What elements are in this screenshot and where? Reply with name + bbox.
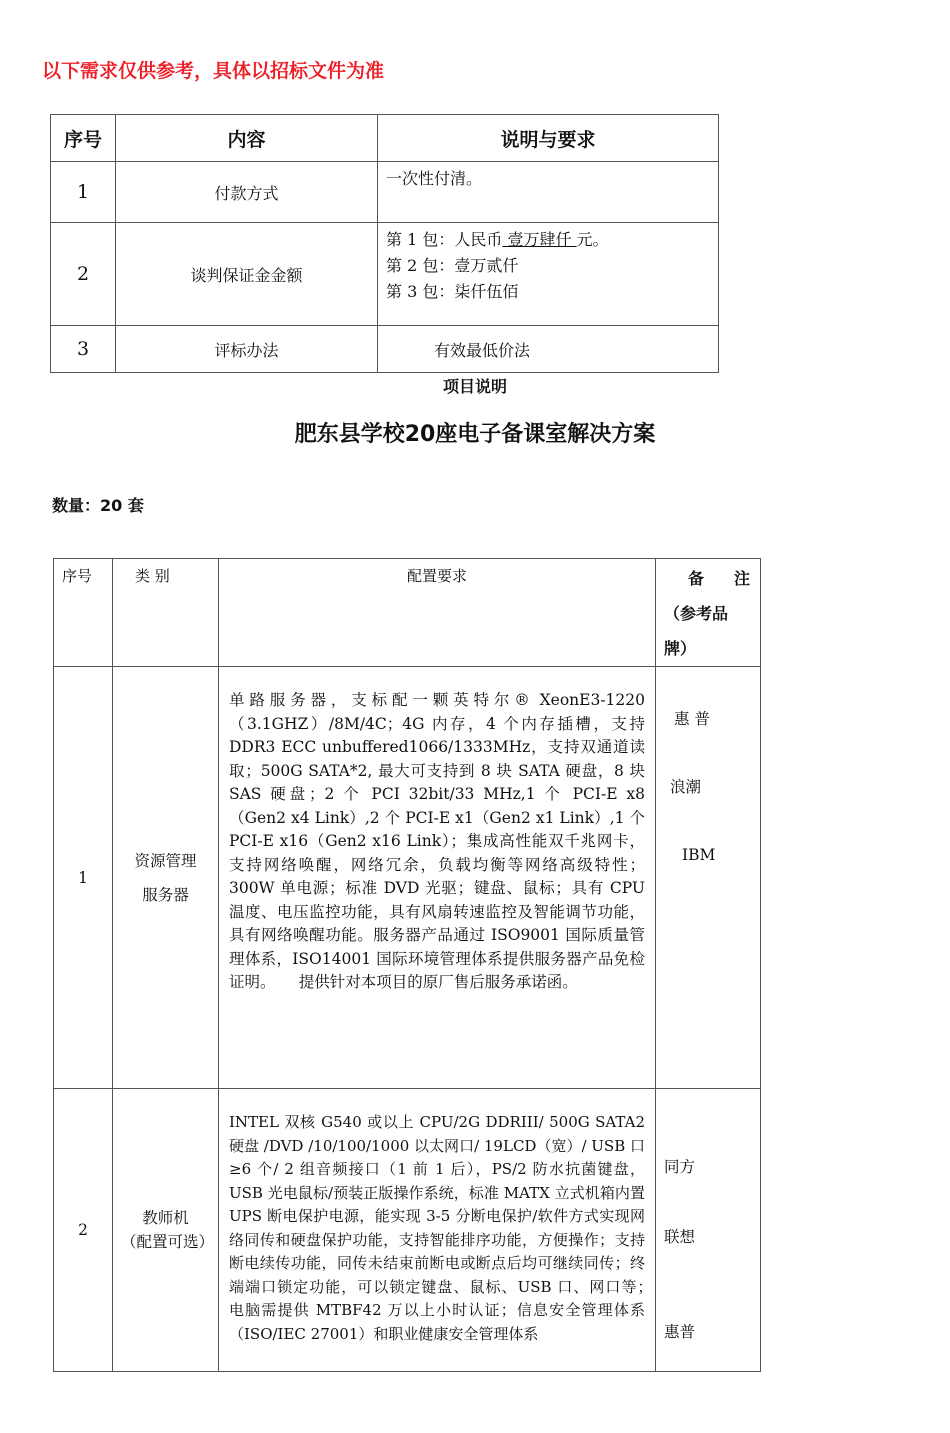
row-content: 谈判保证金金额 [116, 223, 378, 326]
table-row [54, 667, 761, 1089]
row-config: INTEL 双核 G540 或以上 CPU/2G DDRIII/ 500G SATA2 硬盘 /DVD /10/100/1000 以太网口/ 19LCD（宽）/ USB 口≥6 个/ 2 组音频接口（1 前 1 后），PS/2 防水抗菌键盘，USB 光电鼠标/预装正版操作系统，标准 MATX 立式机箱内置 UPS 断电保护电源，能实现 3-5 分断电保护/软件方式实现网络同传和硬盘保护功能，支持智能排序功能，方便操作；支持断电续传功能，同传未结束前断电或断点后均可继续同传；终端端口锁定功能，可以锁定键盘、鼠标、USB 口、网口等； 电脑需提供 MTBF42 万以上小时认证；信息安全管理体系（ISO/IEC 27001）和职业健康安全管理体系 [219, 1089, 656, 1372]
row-desc: 一次性付清。 [378, 162, 719, 223]
header-desc: 说明与要求 [378, 115, 719, 162]
deposit-amount: 壹万肆仟 [502, 230, 577, 249]
requirements-table [50, 114, 719, 373]
header-category: 类 别 [113, 559, 219, 667]
notice-text: 以下需求仅供参考，具体以招标文件为准 [42, 60, 385, 82]
row-brands: 惠 普 浪潮 IBM [656, 667, 761, 1089]
row-desc: 第 1 包：人民币 壹万肆仟 元。 第 2 包：壹万贰仟 第 3 包：柒仟伍佰 [378, 223, 719, 326]
row-no: 1 [54, 667, 113, 1089]
header-no: 序号 [51, 115, 116, 162]
row-config: 单路服务器，支标配一颗英特尔® XeonE3-1220（3.1GHZ）/8M/4C；4G 内存，4 个内存插槽，支持 DDR3 ECC unbuffered1066/1333MHz，支持双通道读取；500G SATA*2, 最大可支持到 8 块 SATA 硬盘，8 块 SAS 硬盘；2 个 PCI 32bit/33 MHz,1 个 PCI-E x8（Gen2 x4 Link）,2 个 PCI-E x1（Gen2 x1 Link）,1 个 PCI-E x16（Gen2 x16 Link）；集成高性能双千兆网卡，支持网络唤醒，网络冗余，负载均衡等网络高级特性；300W 单电源；标准 DVD 光驱；键盘、鼠标；具有 CPU 温度、电压监控功能，具有风扇转速监控及智能调节功能，具有网络唤醒功能。服务器产品通过 ISO9001 国际质量管理体系，ISO14001 国际环境管理体系提供服务器产品免检证明。 提供针对本项目的原厂售后服务承诺函。 [219, 667, 656, 1089]
table-row [51, 162, 719, 223]
header-content: 内容 [116, 115, 378, 162]
table-row [51, 326, 719, 373]
row-category: 教师机 （配置可选） [113, 1089, 219, 1372]
header-no: 序号 [54, 559, 113, 667]
table-row [54, 1089, 761, 1372]
row-no: 2 [54, 1089, 113, 1372]
row-category: 资源管理 服务器 [113, 667, 219, 1089]
caption: 项目说明 [442, 377, 507, 396]
header-remark: 备 注 （参考品 牌） [656, 559, 761, 667]
row-no: 2 [51, 223, 116, 326]
row-desc: 有效最低价法 [378, 326, 719, 373]
table-row [51, 223, 719, 326]
header-config: 配置要求 [219, 559, 656, 667]
quantity: 数量：20 套 [52, 496, 144, 515]
row-content: 付款方式 [116, 162, 378, 223]
row-no: 3 [51, 326, 116, 373]
row-content: 评标办法 [116, 326, 378, 373]
table-header-row [51, 115, 719, 162]
page-title: 肥东县学校20座电子备课室解决方案 [294, 422, 656, 447]
row-no: 1 [51, 162, 116, 223]
table-header-row [54, 559, 761, 667]
row-brands: 同方 联想 惠普 [656, 1089, 761, 1372]
config-table [53, 558, 761, 1372]
